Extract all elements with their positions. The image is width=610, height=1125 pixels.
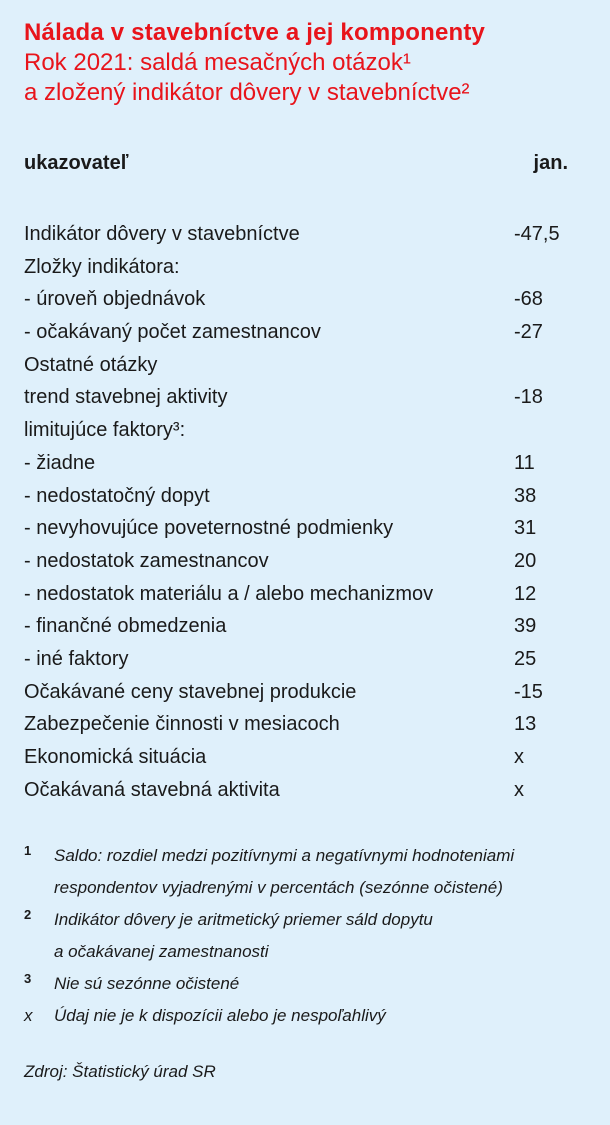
footnote-text xyxy=(54,968,586,1000)
row-value: 13 xyxy=(514,713,537,736)
row-value xyxy=(514,414,586,447)
footnote xyxy=(24,904,586,968)
footnote-mark: 1 xyxy=(24,843,32,859)
table-row xyxy=(24,447,586,480)
row-label: - nedostatočný dopyt xyxy=(24,484,210,507)
footnote-line: Saldo: rozdiel medzi pozitívnymi a negatívnymi hodnoteniami xyxy=(54,846,515,866)
footnote-line: respondentov vyjadrenými v percentách (sezónne očistené) xyxy=(54,878,503,898)
column-header-indicator: ukazovateľ xyxy=(24,152,129,174)
row-value: -18 xyxy=(514,386,543,409)
row-label: - nedostatok zamestnancov xyxy=(24,549,269,572)
footnote-line: Údaj nie je k dispozícii alebo je nespoľahlivý xyxy=(54,1006,386,1026)
footnote-line: Indikátor dôvery je aritmetický priemer sáld dopytu xyxy=(54,910,433,930)
table-row xyxy=(24,218,586,251)
row-value: 39 xyxy=(514,615,537,638)
row-value xyxy=(514,251,586,284)
row-value xyxy=(514,349,586,382)
source-note: Zdroj: Štatistický úrad SR xyxy=(24,1062,216,1082)
row-label: - žiadne xyxy=(24,451,96,474)
row-label: - nedostatok materiálu a / alebo mechanizmov xyxy=(24,582,434,605)
subtitle-line-2: a zložený indikátor dôvery v stavebníctve² xyxy=(24,79,470,106)
footnote-line: Nie sú sezónne očistené xyxy=(54,974,240,994)
row-label: limitujúce faktory³: xyxy=(24,419,186,442)
table-row xyxy=(24,480,586,513)
table-header xyxy=(24,150,586,176)
table-row xyxy=(24,414,586,447)
row-value: 25 xyxy=(514,647,537,670)
row-value: 11 xyxy=(514,451,535,474)
table-row xyxy=(24,708,586,741)
row-label: - očakávaný počet zamestnancov xyxy=(24,321,321,344)
row-value: 12 xyxy=(514,582,537,605)
row-label: - nevyhovujúce poveternostné podmienky xyxy=(24,517,394,540)
row-value: 20 xyxy=(514,549,537,572)
row-value: -15 xyxy=(514,680,543,703)
row-label: trend stavebnej aktivity xyxy=(24,386,228,409)
footnote-line: a očakávanej zamestnanosti xyxy=(54,942,269,962)
row-label: Indikátor dôvery v stavebníctve xyxy=(24,223,300,245)
table-row xyxy=(24,676,586,709)
table-row xyxy=(24,610,586,643)
row-label: Zložky indikátora: xyxy=(24,255,180,278)
footnote-mark: 3 xyxy=(24,971,32,987)
table-row xyxy=(24,741,586,774)
footnote-text xyxy=(54,1000,586,1032)
row-value: x xyxy=(514,778,524,801)
footnote xyxy=(24,968,586,1000)
footnote xyxy=(24,1000,586,1032)
footnote-text xyxy=(54,840,586,904)
table-row xyxy=(24,545,586,578)
row-value: -47,5 xyxy=(514,223,560,245)
column-header-january: jan. xyxy=(533,152,568,174)
row-label: Ekonomická situácia xyxy=(24,746,207,768)
row-label: Očakávané ceny stavebnej produkcie xyxy=(24,680,357,703)
table-row xyxy=(24,774,586,807)
table-row xyxy=(24,349,586,382)
table-row xyxy=(24,578,586,611)
row-label: Ostatné otázky xyxy=(24,353,158,376)
indicator-table xyxy=(24,218,586,806)
table-row xyxy=(24,381,586,414)
row-label: - úroveň objednávok xyxy=(24,288,206,311)
footnote-text xyxy=(54,904,586,968)
footnote-mark: x xyxy=(24,1006,33,1026)
subtitle-line-1: Rok 2021: saldá mesačných otázok¹ xyxy=(24,49,411,76)
table-row xyxy=(24,251,586,284)
row-value: 38 xyxy=(514,484,537,507)
table-row xyxy=(24,643,586,676)
row-value: -27 xyxy=(514,321,543,344)
page-title: Nálada v stavebníctve a jej komponenty xyxy=(24,19,486,46)
row-value: 31 xyxy=(514,517,537,540)
footnote xyxy=(24,840,586,904)
row-label: Očakávaná stavebná aktivita xyxy=(24,778,280,801)
footnotes xyxy=(24,840,586,1032)
row-value: -68 xyxy=(514,288,543,311)
row-label: Zabezpečenie činnosti v mesiacoch xyxy=(24,713,340,736)
table-row xyxy=(24,283,586,316)
table-row xyxy=(24,512,586,545)
row-value: x xyxy=(514,746,524,768)
row-label: - iné faktory xyxy=(24,647,129,670)
table-row xyxy=(24,316,586,349)
row-label: - finančné obmedzenia xyxy=(24,615,227,638)
footnote-mark: 2 xyxy=(24,907,32,923)
